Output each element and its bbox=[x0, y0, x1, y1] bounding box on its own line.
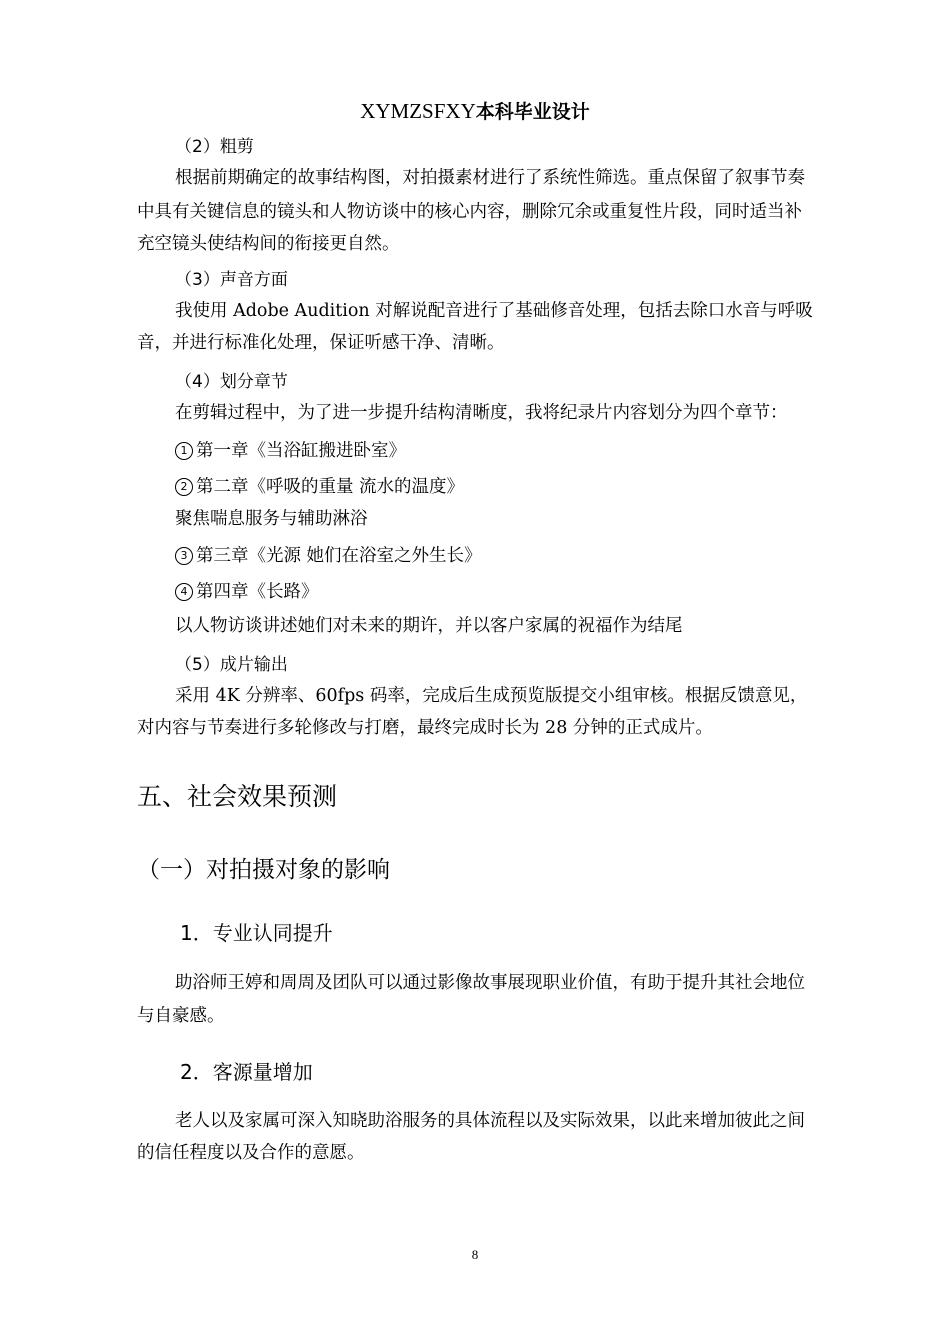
heading-output: （5）成片输出 bbox=[175, 655, 288, 675]
paragraph-line: 中具有关键信息的镜头和人物访谈中的核心内容，删除冗余或重复性片段，同时适当补 bbox=[137, 202, 802, 222]
item-title: 1．专业认同提升 bbox=[180, 921, 333, 945]
chapter-item bbox=[175, 437, 406, 462]
chapter-item bbox=[175, 542, 482, 567]
paragraph-line: 我使用 Adobe Audition 对解说配音进行了基础修音处理，包括去除口水音与呼吸 bbox=[175, 301, 813, 321]
chapter-number-badge: 3 bbox=[175, 547, 193, 565]
chapter-title: 第三章《光源 她们在浴室之外生长》 bbox=[196, 546, 482, 566]
chapter-note: 以人物访谈讲述她们对未来的期许，并以客户家属的祝福作为结尾 bbox=[175, 616, 683, 636]
page-header bbox=[0, 97, 950, 124]
paragraph-line: 助浴师王婷和周周及团队可以通过影像故事展现职业价值，有助于提升其社会地位 bbox=[175, 973, 805, 993]
chapter-title: 第一章《当浴缸搬进卧室》 bbox=[196, 441, 406, 461]
header-title: 本科毕业设计 bbox=[475, 101, 590, 123]
chapter-title: 第四章《长路》 bbox=[196, 582, 319, 602]
paragraph-line: 充空镜头使结构间的衔接更自然。 bbox=[137, 234, 400, 254]
chapter-title: 第二章《呼吸的重量 流水的温度》 bbox=[196, 477, 465, 497]
header-latin: XYMZSFXY bbox=[360, 99, 476, 123]
heading-chapters: （4）划分章节 bbox=[175, 372, 288, 392]
paragraph-line: 对内容与节奏进行多轮修改与打磨，最终完成时长为 28 分钟的正式成片。 bbox=[137, 718, 713, 738]
chapter-number-badge: 2 bbox=[175, 478, 193, 496]
paragraph-line: 根据前期确定的故事结构图，对拍摄素材进行了系统性筛选。重点保留了叙事节奏 bbox=[175, 168, 805, 188]
chapter-number-badge: 4 bbox=[175, 583, 193, 601]
paragraph-line: 音，并进行标准化处理，保证听感干净、清晰。 bbox=[137, 333, 505, 353]
chapter-note: 聚焦喘息服务与辅助淋浴 bbox=[175, 509, 368, 529]
paragraph-line: 老人以及家属可深入知晓助浴服务的具体流程以及实际效果，以此来增加彼此之间 bbox=[175, 1111, 805, 1131]
heading-rough-cut: （2）粗剪 bbox=[175, 137, 254, 157]
paragraph-line: 与自豪感。 bbox=[137, 1006, 225, 1026]
heading-sound: （3）声音方面 bbox=[175, 270, 288, 290]
paragraph-line: 采用 4K 分辨率、60fps 码率，完成后生成预览版提交小组审核。根据反馈意见， bbox=[175, 686, 808, 706]
page-number: 8 bbox=[471, 1247, 479, 1262]
chapter-item bbox=[175, 473, 464, 498]
paragraph-line: 的信任程度以及合作的意愿。 bbox=[137, 1143, 365, 1163]
subsection-title: （一）对拍摄对象的影响 bbox=[137, 857, 390, 883]
chapter-item bbox=[175, 578, 319, 603]
paragraph-line: 在剪辑过程中，为了进一步提升结构清晰度，我将纪录片内容划分为四个章节： bbox=[175, 403, 788, 423]
section-title: 五、社会效果预测 bbox=[137, 782, 338, 811]
item-title: 2．客源量增加 bbox=[180, 1060, 313, 1084]
chapter-number-badge: 1 bbox=[175, 442, 193, 460]
